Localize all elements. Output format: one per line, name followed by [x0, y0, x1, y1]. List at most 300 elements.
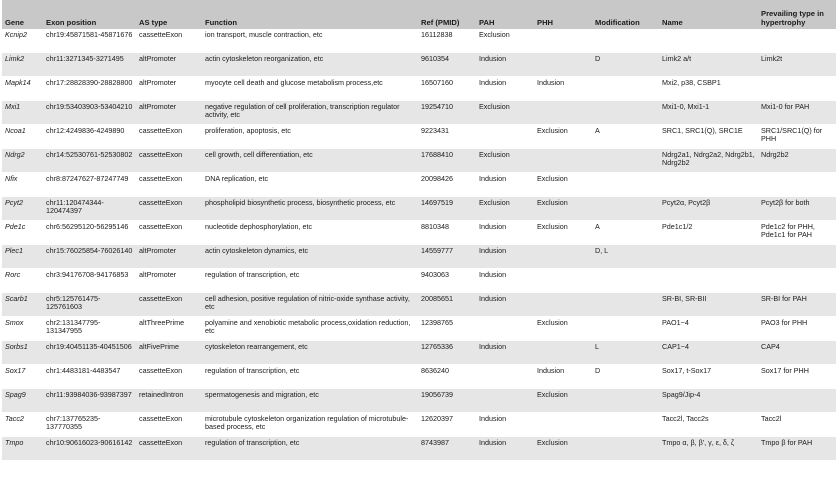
cell-phh [534, 101, 592, 125]
cell-text: 19056739 [421, 390, 453, 399]
cell-phh [534, 149, 592, 173]
cell-text: 16112838 [421, 30, 453, 39]
cell-phh [534, 437, 592, 461]
cell-phh [534, 125, 592, 149]
cell-exon-position [43, 125, 136, 149]
cell-text: chr12:4249836-4249890 [46, 126, 125, 135]
cell-pah [476, 245, 534, 269]
cell-text: Ndrg2 [5, 150, 25, 159]
cell-as-type [136, 341, 202, 365]
table-row [2, 101, 836, 125]
cell-exon-position [43, 101, 136, 125]
cell-as-type [136, 77, 202, 101]
cell-function [202, 197, 418, 221]
cell-text: cytoskeleton rearrangement, etc [205, 342, 308, 351]
cell-modification [592, 149, 659, 173]
cell-name [659, 317, 758, 341]
cell-name [659, 269, 758, 293]
cell-prevailing-type [758, 389, 836, 413]
cell-text: Exclusion [537, 438, 568, 447]
cell-text: regulation of transcription, etc [205, 438, 300, 447]
cell-text: 12398765 [421, 318, 453, 327]
column-header-ref-pmid: Ref (PMID) [418, 0, 476, 29]
cell-text: cassetteExon [139, 150, 183, 159]
cell-prevailing-type [758, 437, 836, 461]
cell-text: Indusion [479, 438, 507, 447]
cell-text: 8743987 [421, 438, 449, 447]
cell-name [659, 197, 758, 221]
cell-text: Sox17 [5, 366, 26, 375]
cell-exon-position [43, 365, 136, 389]
cell-function [202, 77, 418, 101]
cell-text: Indusion [479, 54, 507, 63]
cell-text: 8810348 [421, 222, 449, 231]
cell-function [202, 437, 418, 461]
cell-text: cassetteExon [139, 174, 183, 183]
table-row [2, 53, 836, 77]
cell-phh [534, 29, 592, 53]
cell-text: chr11:120474344-120474397 [46, 198, 104, 216]
cell-text: Kcnip2 [5, 30, 27, 39]
cell-text: Exclusion [537, 126, 568, 135]
cell-gene [2, 389, 43, 413]
cell-as-type [136, 365, 202, 389]
cell-text: Indusion [479, 246, 507, 255]
cell-name [659, 101, 758, 125]
cell-exon-position [43, 149, 136, 173]
cell-pah [476, 293, 534, 317]
cell-text: chr7:137765235-137770355 [46, 414, 101, 432]
cell-pah [476, 389, 534, 413]
column-header-pah: PAH [476, 0, 534, 29]
cell-text: CAP4 [761, 342, 780, 351]
table-row [2, 221, 836, 245]
cell-ref-pmid [418, 149, 476, 173]
cell-text: 17688410 [421, 150, 453, 159]
cell-text: 20098426 [421, 174, 453, 183]
column-header-prevailing-type: Prevailing type in hypertrophy [758, 0, 836, 29]
cell-text: cassetteExon [139, 198, 183, 207]
cell-gene [2, 197, 43, 221]
cell-text: altPromoter [139, 78, 177, 87]
cell-pah [476, 29, 534, 53]
cell-pah [476, 173, 534, 197]
cell-text: SRC1, SRC1(Q), SRC1E [662, 126, 743, 135]
alternative-splicing-table [2, 0, 836, 461]
cell-text: cassetteExon [139, 30, 183, 39]
cell-pah [476, 437, 534, 461]
cell-prevailing-type [758, 53, 836, 77]
cell-ref-pmid [418, 197, 476, 221]
cell-text: Pcyt2β for both [761, 198, 810, 207]
cell-text: altFivePrime [139, 342, 179, 351]
cell-ref-pmid [418, 365, 476, 389]
cell-exon-position [43, 53, 136, 77]
cell-as-type [136, 53, 202, 77]
table-row [2, 197, 836, 221]
cell-as-type [136, 125, 202, 149]
cell-function [202, 365, 418, 389]
cell-name [659, 293, 758, 317]
cell-prevailing-type [758, 245, 836, 269]
cell-text: DNA replication, etc [205, 174, 269, 183]
cell-text: Limk2 [5, 54, 25, 63]
cell-exon-position [43, 269, 136, 293]
cell-gene [2, 173, 43, 197]
column-header-gene: Gene [2, 0, 43, 29]
cell-ref-pmid [418, 101, 476, 125]
cell-pah [476, 365, 534, 389]
cell-text: Mxi1 [5, 102, 21, 111]
cell-text: polyamine and xenobiotic metabolic process,oxidation reduction, etc [205, 318, 411, 336]
cell-function [202, 101, 418, 125]
cell-text: Spag9 [5, 390, 26, 399]
cell-prevailing-type [758, 221, 836, 245]
cell-text: Sorbs1 [5, 342, 28, 351]
cell-text: cassetteExon [139, 366, 183, 375]
cell-gene [2, 437, 43, 461]
cell-text: Tmpo [5, 438, 24, 447]
cell-text: Exclusion [479, 150, 510, 159]
cell-phh [534, 269, 592, 293]
cell-ref-pmid [418, 317, 476, 341]
cell-text: Pcyt2α, Pcyt2β [662, 198, 711, 207]
cell-modification [592, 173, 659, 197]
cell-text: Exclusion [537, 174, 568, 183]
cell-text: Rorc [5, 270, 21, 279]
cell-text: chr10:90616023-90616142 [46, 438, 133, 447]
cell-modification [592, 53, 659, 77]
cell-pah [476, 101, 534, 125]
cell-phh [534, 365, 592, 389]
cell-text: Pcyt2 [5, 198, 23, 207]
cell-ref-pmid [418, 269, 476, 293]
cell-text: Mxi1-0, Mxi1-1 [662, 102, 710, 111]
table-row [2, 77, 836, 101]
cell-text: Ncoa1 [5, 126, 26, 135]
cell-text: Limk2t [761, 54, 783, 63]
cell-gene [2, 317, 43, 341]
cell-as-type [136, 197, 202, 221]
cell-text: Ndrg2a1, Ndrg2a2, Ndrg2b1, Ndrg2b2 [662, 150, 755, 168]
cell-name [659, 125, 758, 149]
cell-text: Exclusion [537, 222, 568, 231]
cell-exon-position [43, 77, 136, 101]
cell-text: CAP1~4 [662, 342, 689, 351]
cell-text: ion transport, muscle contraction, etc [205, 30, 323, 39]
table-row [2, 293, 836, 317]
cell-text: 16507160 [421, 78, 453, 87]
cell-pah [476, 317, 534, 341]
cell-text: cassetteExon [139, 294, 183, 303]
cell-pah [476, 77, 534, 101]
cell-text: chr19:40451135-40451506 [46, 342, 132, 351]
cell-modification [592, 269, 659, 293]
cell-ref-pmid [418, 221, 476, 245]
table-header [2, 0, 836, 29]
cell-prevailing-type [758, 29, 836, 53]
cell-text: Exclusion [479, 102, 510, 111]
cell-modification [592, 341, 659, 365]
cell-modification [592, 197, 659, 221]
cell-text: 9403063 [421, 270, 449, 279]
cell-prevailing-type [758, 413, 836, 437]
cell-pah [476, 269, 534, 293]
cell-gene [2, 413, 43, 437]
cell-ref-pmid [418, 341, 476, 365]
cell-as-type [136, 29, 202, 53]
column-header-function: Function [202, 0, 418, 29]
cell-prevailing-type [758, 365, 836, 389]
cell-text: Indusion [479, 222, 507, 231]
cell-text: Tacc2l, Tacc2s [662, 414, 709, 423]
cell-exon-position [43, 413, 136, 437]
cell-text: chr14:52530761-52530802 [46, 150, 133, 159]
cell-text: Ndrg2b2 [761, 150, 789, 159]
cell-text: Sox17, t-Sox17 [662, 366, 712, 375]
cell-exon-position [43, 341, 136, 365]
cell-text: chr1:4483181-4483547 [46, 366, 121, 375]
cell-function [202, 29, 418, 53]
table-row [2, 317, 836, 341]
cell-text: Indusion [479, 342, 507, 351]
cell-text: 20085651 [421, 294, 453, 303]
cell-text: Scarb1 [5, 294, 28, 303]
cell-function [202, 53, 418, 77]
cell-pah [476, 197, 534, 221]
cell-exon-position [43, 221, 136, 245]
table-row [2, 29, 836, 53]
cell-phh [534, 221, 592, 245]
cell-text: SR-BI for PAH [761, 294, 807, 303]
cell-text: chr8:87247627-87247749 [46, 174, 129, 183]
table-row [2, 245, 836, 269]
cell-text: proliferation, apoptosis, etc [205, 126, 291, 135]
cell-text: Limk2 a/t [662, 54, 692, 63]
cell-text: Indusion [479, 294, 507, 303]
cell-text: Sox17 for PHH [761, 366, 809, 375]
cell-name [659, 173, 758, 197]
cell-text: Indusion [537, 366, 565, 375]
cell-gene [2, 245, 43, 269]
cell-text: Indusion [479, 270, 507, 279]
cell-gene [2, 293, 43, 317]
cell-gene [2, 101, 43, 125]
cell-gene [2, 29, 43, 53]
cell-modification [592, 317, 659, 341]
cell-function [202, 221, 418, 245]
cell-modification [592, 125, 659, 149]
cell-gene [2, 125, 43, 149]
cell-function [202, 269, 418, 293]
cell-text: spermatogenesis and migration, etc [205, 390, 319, 399]
cell-name [659, 437, 758, 461]
cell-function [202, 413, 418, 437]
cell-text: Tacc2 [5, 414, 24, 423]
cell-gene [2, 365, 43, 389]
cell-text: Exclusion [479, 198, 510, 207]
cell-text: 14559777 [421, 246, 453, 255]
cell-text: cell growth, cell differentiation, etc [205, 150, 313, 159]
cell-exon-position [43, 197, 136, 221]
cell-name [659, 53, 758, 77]
cell-text: Tmpo α, β, β', γ, ε, δ, ζ [662, 438, 735, 447]
cell-gene [2, 221, 43, 245]
cell-text: negative regulation of cell proliferation, transcription regulator activity, etc [205, 102, 400, 120]
cell-pah [476, 413, 534, 437]
cell-text: altPromoter [139, 102, 177, 111]
cell-function [202, 125, 418, 149]
cell-modification [592, 245, 659, 269]
table-body [2, 29, 836, 461]
table-row [2, 365, 836, 389]
cell-exon-position [43, 293, 136, 317]
cell-text: Pde1c2 for PHH, Pde1c1 for PAH [761, 222, 815, 240]
cell-text: chr3:94176708-94176853 [46, 270, 129, 279]
cell-prevailing-type [758, 101, 836, 125]
cell-name [659, 365, 758, 389]
cell-modification [592, 365, 659, 389]
cell-text: nucleotide dephosphorylation, etc [205, 222, 313, 231]
cell-function [202, 173, 418, 197]
cell-ref-pmid [418, 125, 476, 149]
cell-text: chr17:28828390-28828800 [46, 78, 133, 87]
cell-text: PAO3 for PHH [761, 318, 808, 327]
cell-gene [2, 149, 43, 173]
cell-text: chr19:53403903-53404210 [46, 102, 133, 111]
cell-text: Indusion [537, 78, 565, 87]
table-row [2, 389, 836, 413]
cell-text: altPromoter [139, 54, 177, 63]
cell-text: Mxi1-0 for PAH [761, 102, 810, 111]
cell-as-type [136, 389, 202, 413]
cell-text: 9610354 [421, 54, 449, 63]
cell-gene [2, 341, 43, 365]
cell-text: D [595, 366, 601, 375]
cell-as-type [136, 221, 202, 245]
table-row [2, 437, 836, 461]
cell-pah [476, 341, 534, 365]
cell-prevailing-type [758, 149, 836, 173]
cell-phh [534, 341, 592, 365]
cell-text: Exclusion [537, 390, 568, 399]
cell-name [659, 149, 758, 173]
cell-text: Pde1c1/2 [662, 222, 693, 231]
column-header-phh: PHH [534, 0, 592, 29]
cell-text: altThreePrime [139, 318, 185, 327]
cell-text: 8636240 [421, 366, 449, 375]
column-header-name: Name [659, 0, 758, 29]
cell-text: Exclusion [537, 198, 568, 207]
cell-prevailing-type [758, 173, 836, 197]
cell-ref-pmid [418, 53, 476, 77]
cell-text: cassetteExon [139, 414, 183, 423]
cell-prevailing-type [758, 341, 836, 365]
cell-function [202, 293, 418, 317]
cell-name [659, 389, 758, 413]
cell-pah [476, 53, 534, 77]
cell-exon-position [43, 317, 136, 341]
cell-text: Pde1c [5, 222, 26, 231]
cell-text: 19254710 [421, 102, 453, 111]
cell-text: 14697519 [421, 198, 453, 207]
cell-text: microtubule cytoskeleton organization regulation of microtubule-based process, etc [205, 414, 409, 432]
cell-function [202, 149, 418, 173]
cell-pah [476, 125, 534, 149]
cell-phh [534, 317, 592, 341]
cell-text: Tacc2l [761, 414, 782, 423]
cell-name [659, 413, 758, 437]
cell-pah [476, 221, 534, 245]
cell-text: D, L [595, 246, 609, 255]
cell-text: chr19:45871581-45871676 [46, 30, 133, 39]
cell-ref-pmid [418, 437, 476, 461]
cell-text: 12620397 [421, 414, 453, 423]
cell-prevailing-type [758, 125, 836, 149]
cell-ref-pmid [418, 389, 476, 413]
cell-text: retainedIntron [139, 390, 184, 399]
cell-text: cell adhesion, positive regulation of nitric-oxide synthase activity, etc [205, 294, 410, 312]
cell-prevailing-type [758, 293, 836, 317]
table-row [2, 173, 836, 197]
cell-ref-pmid [418, 173, 476, 197]
cell-text: chr11:3271345-3271495 [46, 54, 124, 63]
cell-modification [592, 221, 659, 245]
cell-as-type [136, 245, 202, 269]
cell-as-type [136, 149, 202, 173]
cell-exon-position [43, 29, 136, 53]
cell-modification [592, 389, 659, 413]
cell-gene [2, 269, 43, 293]
cell-text: Nfix [5, 174, 18, 183]
cell-modification [592, 29, 659, 53]
cell-name [659, 245, 758, 269]
cell-text: altPromoter [139, 270, 177, 279]
cell-ref-pmid [418, 77, 476, 101]
cell-function [202, 245, 418, 269]
cell-text: L [595, 342, 599, 351]
cell-text: actin cytoskeleton reorganization, etc [205, 54, 324, 63]
cell-text: regulation of transcription, etc [205, 270, 300, 279]
cell-text: 9223431 [421, 126, 449, 135]
cell-phh [534, 413, 592, 437]
cell-text: chr11:93984036-93987397 [46, 390, 132, 399]
cell-name [659, 29, 758, 53]
table-row [2, 125, 836, 149]
cell-text: Indusion [479, 174, 507, 183]
column-header-exon-position: Exon position [43, 0, 136, 29]
table-row [2, 269, 836, 293]
cell-function [202, 317, 418, 341]
cell-text: Tmpo β for PAH [761, 438, 813, 447]
cell-prevailing-type [758, 197, 836, 221]
cell-gene [2, 53, 43, 77]
cell-exon-position [43, 437, 136, 461]
cell-function [202, 341, 418, 365]
cell-phh [534, 293, 592, 317]
cell-prevailing-type [758, 77, 836, 101]
cell-as-type [136, 317, 202, 341]
cell-name [659, 341, 758, 365]
cell-phh [534, 77, 592, 101]
cell-modification [592, 77, 659, 101]
cell-modification [592, 413, 659, 437]
cell-text: SRC1/SRC1(Q) for PHH [761, 126, 823, 144]
cell-name [659, 77, 758, 101]
cell-text: Mapk14 [5, 78, 31, 87]
cell-ref-pmid [418, 413, 476, 437]
cell-ref-pmid [418, 245, 476, 269]
